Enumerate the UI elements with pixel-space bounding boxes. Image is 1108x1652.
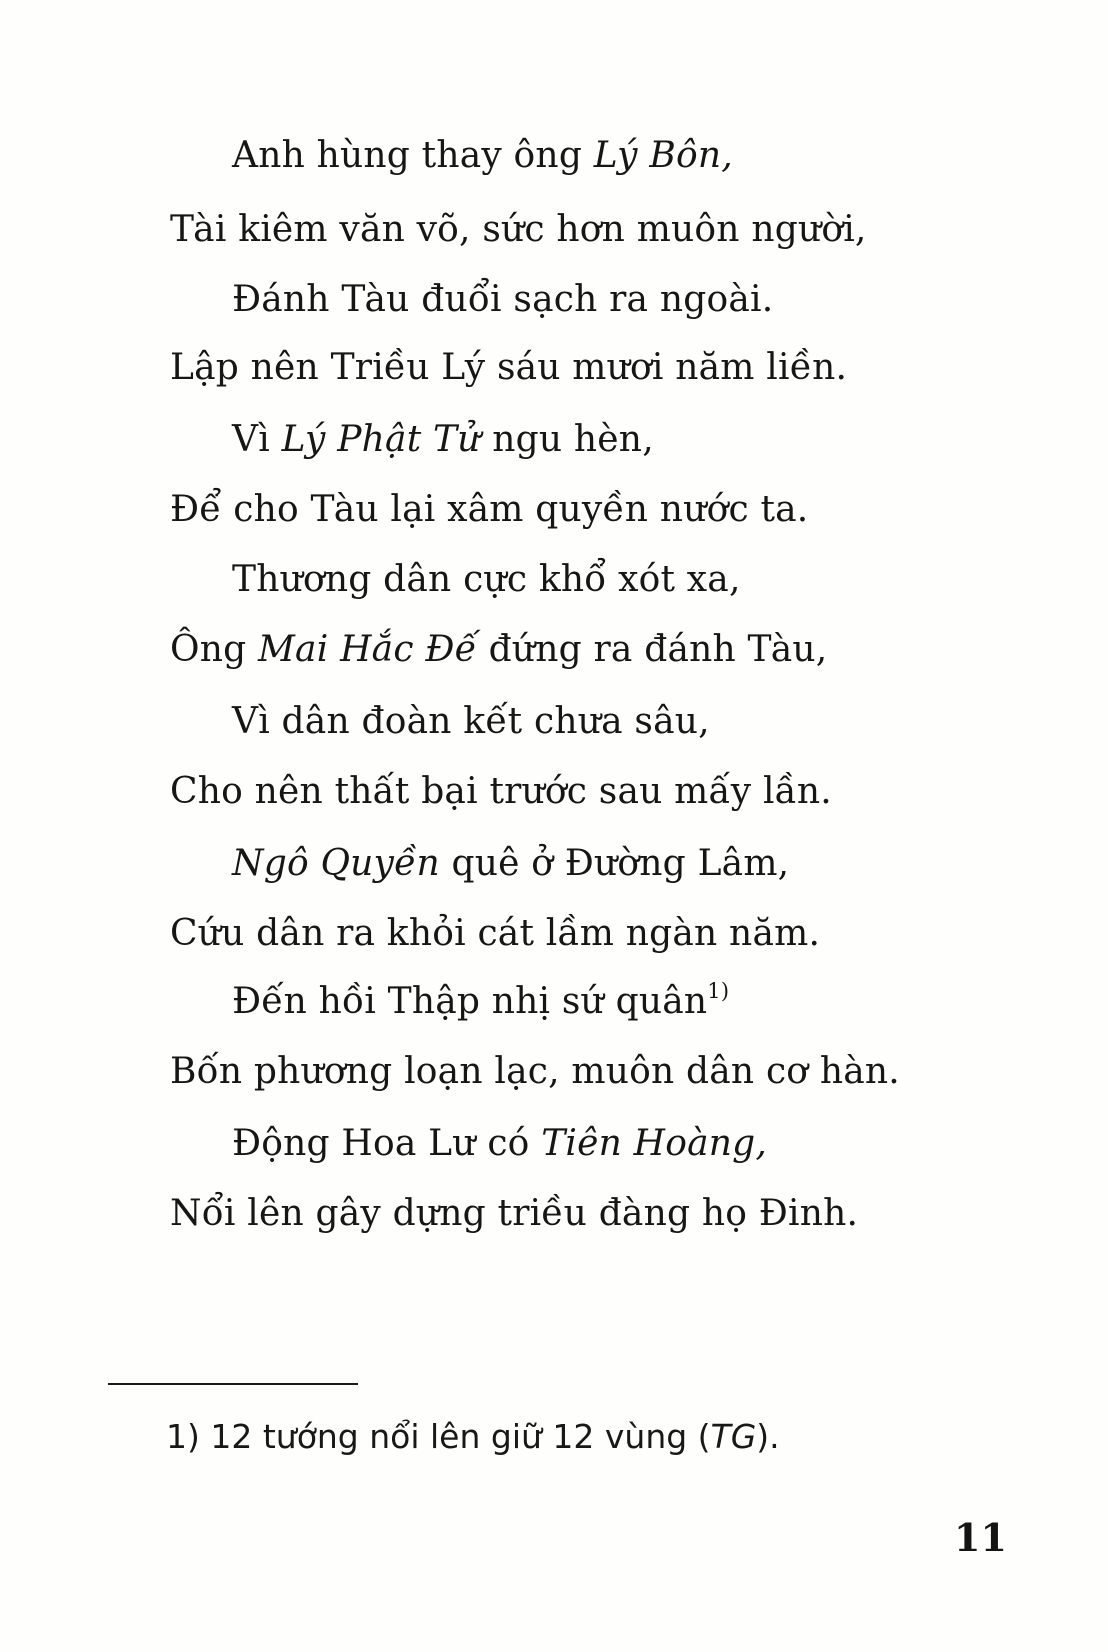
poem-line-7: Thương dân cực khổ xót xa,	[232, 559, 741, 600]
poem-line-10: Cho nên thất bại trước sau mấy lần.	[170, 771, 832, 812]
person-name: Ngô Quyền	[232, 843, 440, 884]
poem-line-9: Vì dân đoàn kết chưa sâu,	[232, 701, 710, 742]
poem-line-13: Đến hồi Thập nhị sứ quân$^{1)}$	[232, 979, 730, 1022]
poem-line-4: Lập nên Triều Lý sáu mươi năm liền.	[170, 347, 848, 388]
poem-line-6: Để cho Tàu lại xâm quyền nước ta.	[170, 489, 809, 530]
poem-line-3: Đánh Tàu đuổi sạch ra ngoài.	[232, 279, 774, 320]
poem-line-5: Vì Lý Phật Tử ngu hèn,	[232, 419, 654, 460]
person-name: Mai Hắc Đế	[258, 629, 477, 670]
poem-line-1: Anh hùng thay ông Lý Bôn,	[232, 135, 733, 176]
poem-line-15: Động Hoa Lư có Tiên Hoàng,	[232, 1123, 768, 1164]
person-name: Tiên Hoàng,	[541, 1123, 768, 1164]
footnote-divider	[108, 1383, 358, 1385]
person-name: Lý Phật Tử	[281, 419, 481, 460]
poem-line-2: Tài kiêm văn võ, sức hơn muôn người,	[170, 209, 867, 250]
poem-line-11: Ngô Quyền quê ở Đường Lâm,	[232, 843, 790, 884]
poem-line-16: Nổi lên gây dựng triều đàng họ Đinh.	[170, 1193, 859, 1234]
poem-line-8: Ông Mai Hắc Đế đứng ra đánh Tàu,	[170, 629, 828, 670]
person-name: Lý Bôn,	[593, 135, 733, 176]
footnote-marker: 1)	[707, 979, 730, 1003]
footnote: 1) 12 tướng nổi lên giữ 12 vùng (TG).	[166, 1417, 780, 1456]
page-number: 11	[954, 1515, 1007, 1560]
poem-line-14: Bốn phương loạn lạc, muôn dân cơ hàn.	[170, 1051, 900, 1092]
poem-line-12: Cứu dân ra khỏi cát lầm ngàn năm.	[170, 913, 821, 954]
